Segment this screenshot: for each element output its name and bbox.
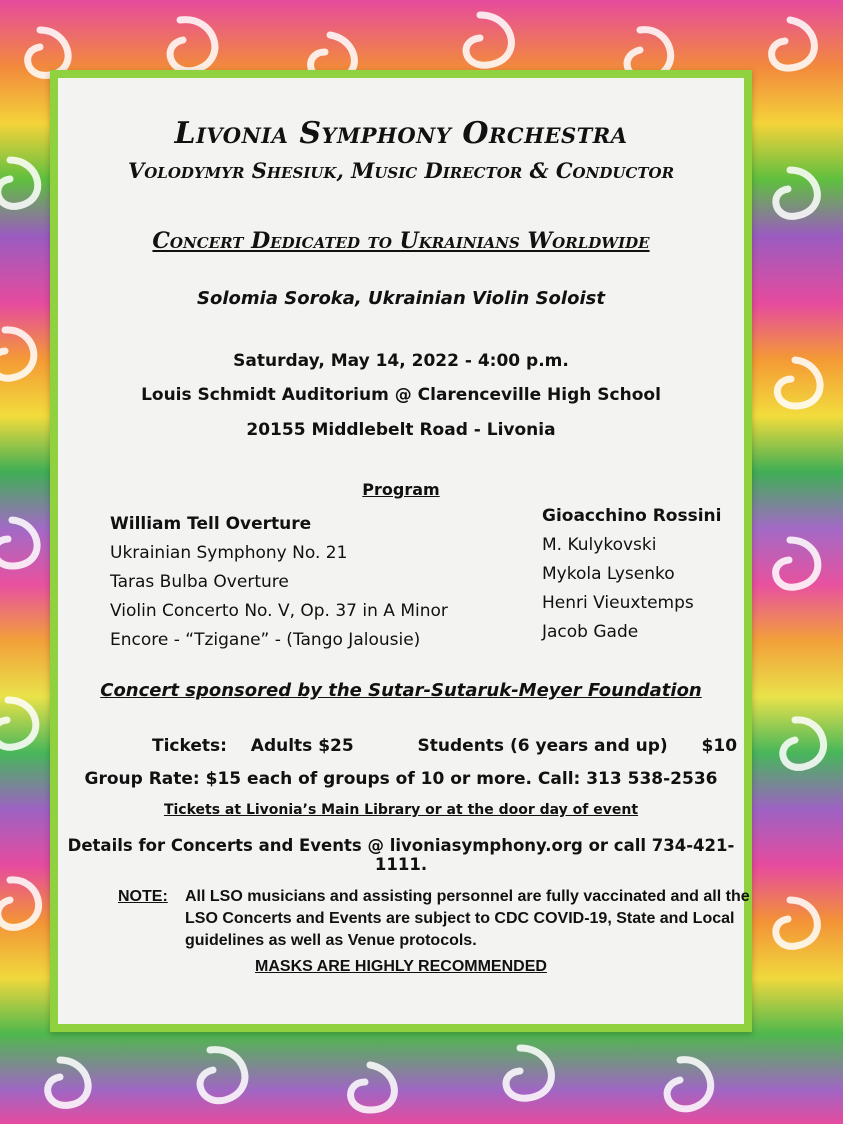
sponsor-line: Concert sponsored by the Sutar-Sutaruk-Meyer Foundation <box>100 680 702 701</box>
program-heading: Program <box>362 480 440 499</box>
tickets-adults: Adults $25 <box>250 736 354 756</box>
program-composer: Mykola Lysenko <box>542 564 675 584</box>
poster-paper <box>58 78 750 1024</box>
tickets-line <box>152 736 737 756</box>
program-composer: Jacob Gade <box>542 622 639 642</box>
tickets-students-price: $10 <box>701 736 738 756</box>
ticket-locations: Tickets at Livonia’s Main Library or at the door day of event <box>163 802 639 818</box>
director-line: Volodymyr Shesiuk, Music Director & Conductor <box>127 158 675 183</box>
soloist-line: Solomia Soroka, Ukrainian Violin Soloist <box>197 288 605 309</box>
poster-border <box>50 70 752 1032</box>
event-date-time: Saturday, May 14, 2022 - 4:00 p.m. <box>233 351 569 371</box>
tickets-label: Tickets: <box>152 736 227 756</box>
orchestra-title: Livonia Symphony Orchestra <box>174 116 628 151</box>
program-composer: Gioacchino Rossini <box>542 506 722 526</box>
program-composer: M. Kulykovski <box>542 535 657 555</box>
program-work: William Tell Overture <box>110 514 312 534</box>
note-label: NOTE: <box>118 888 168 905</box>
program-composer: Henri Vieuxtemps <box>542 593 694 613</box>
program-work: Taras Bulba Overture <box>110 572 289 592</box>
group-rate-line: Group Rate: $15 each of groups of 10 or more. Call: 313 538-2536 <box>84 769 718 789</box>
event-venue: Louis Schmidt Auditorium @ Clarenceville High School <box>141 385 661 405</box>
program-works-list <box>110 510 448 655</box>
covid-note <box>118 886 758 952</box>
masks-recommendation: MASKS ARE HIGHLY RECOMMENDED <box>255 958 547 975</box>
program-work: Encore - “Tzigane” - (Tango Jalousie) <box>110 630 421 650</box>
event-address: 20155 Middlebelt Road - Livonia <box>246 420 556 440</box>
program-work: Ukrainian Symphony No. 21 <box>110 543 348 563</box>
program-composers-list <box>542 502 721 647</box>
note-text: All LSO musicians and assisting personnel are fully vaccinated and all the LSO Concerts and Events are subject to CDC COVID-19, State and Local guidelines as well as Venue protocols. <box>185 888 750 949</box>
program-work: Violin Concerto No. V, Op. 37 in A Minor <box>110 601 448 621</box>
details-line: Details for Concerts and Events @ livoniasymphony.org or call 734-421-1111. <box>67 836 735 874</box>
tickets-students: Students (6 years and up) <box>417 736 668 756</box>
dedication-heading: Concert Dedicated to Ukrainians Worldwide <box>152 228 650 254</box>
